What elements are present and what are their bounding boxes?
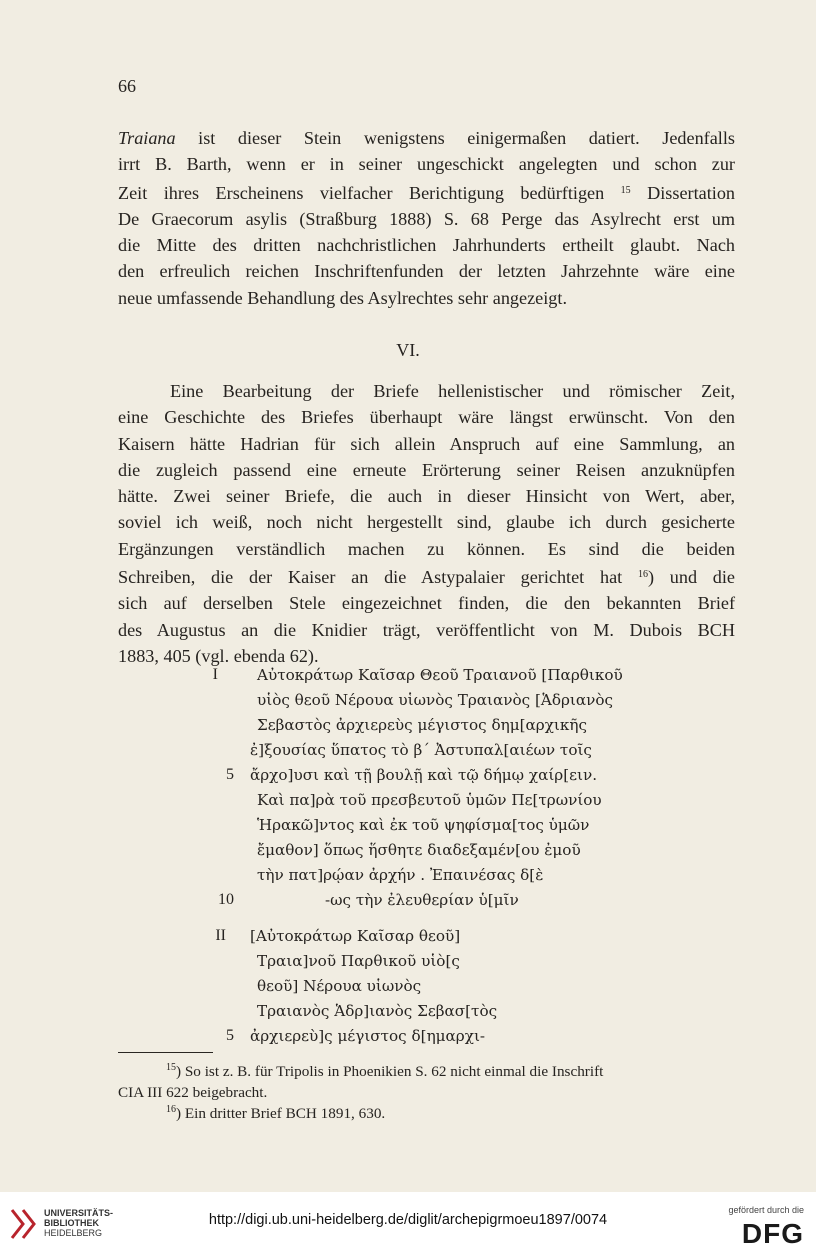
funded-by-text: gefördert durch die <box>728 1205 804 1215</box>
inscr1-linenum-5: 5 <box>226 766 234 783</box>
source-url-link[interactable]: http://digi.ub.uni-heidelberg.de/diglit/archepigrmoeu1897/0074 <box>208 1212 608 1228</box>
footnote-15-ref: 15 <box>166 1062 176 1073</box>
inscription-1-label: I <box>212 666 218 683</box>
para2-line-7: Ergänzungen verständlich machen zu können. Es sind die beiden <box>118 538 735 559</box>
library-name-line-2: BIBLIOTHEK <box>44 1218 99 1228</box>
library-name-line-1: UNIVERSITÄTS- <box>44 1208 114 1218</box>
digitization-footer <box>0 1192 816 1257</box>
para1-line-6: den erfreulich reichen Inschriftenfunden der letzten Jahrzehnte wäre eine <box>118 261 735 282</box>
inscr2-text-3: θεοῦ] Νέρουα υἱωνὸς <box>257 977 422 995</box>
para2-line-2: eine Geschichte des Briefes überhaupt wäre längst erwünscht. Von den <box>118 407 735 428</box>
footnote-16-mark: $^{16}$) <box>166 1104 185 1122</box>
inscr2-text-1: [Αὐτοκράτωρ Καῖσαρ θεοῦ] <box>250 927 461 945</box>
para2-line-8-text: Schreiben, die der Kaiser an die Astypalaier gerichtet hat <box>118 567 623 588</box>
para2-line-3: Kaisern hätte Hadrian für sich allein Anspruch auf eine Sammlung, an <box>118 433 735 454</box>
footnote-15 <box>118 1057 735 1103</box>
inscr2-text-2: Τραια]νοῦ Παρθικοῦ υἱὸ[ς <box>257 952 460 970</box>
footnote-15-line-2: CIA III 622 beigebracht. <box>118 1084 268 1101</box>
para2-line-5: hätte. Zwei seiner Briefe, die auch in dieser Hinsicht von Wert, aber, <box>118 486 735 507</box>
inscr1-text-1: Αὐτοκράτωρ Καῖσαρ Θεοῦ Τραιανοῦ [Παρθικοῦ <box>257 666 623 684</box>
para1-line-3-tail: Dissertation <box>630 182 736 203</box>
para1-line-7: neue umfassende Behandlung des Asylrechtes sehr angezeigt. <box>118 287 567 308</box>
inscr1-text-4: ἐ]ξουσίας ὕπατος τὸ β´ Ἀστυπαλ[αιέων τοῖς <box>250 741 592 759</box>
inscr2-text-5: ἀρχιερεὺ]ς μέγιστος δ[ημαρχι- <box>250 1027 486 1045</box>
inscr2-linenum-5: 5 <box>226 1027 234 1044</box>
para1-line-3 <box>118 178 735 206</box>
inscr2-text-4: Τραιανὸς Ἁδρ]ιανὸς Σεβασ[τὸς <box>257 1002 498 1020</box>
para1-line-2: irrt B. Barth, wenn er in seiner ungeschickt angelegten und schon zur <box>118 154 735 175</box>
italic-word: Traiana <box>118 128 176 148</box>
inscr1-text-10: -ως τὴν ἐλευθερίαν ὑ[μῖν <box>325 891 519 909</box>
paragraph-2 <box>118 378 735 669</box>
para2-line-11: 1883, 405 (vgl. ebenda 62). <box>118 645 319 666</box>
paragraph-1 <box>118 125 735 311</box>
para2-line-8-tail: ) und die <box>647 567 736 588</box>
inscription-2-label: II <box>215 927 226 944</box>
footnote-ref-16[interactable]: 16 <box>637 569 648 581</box>
dfg-logo: DFG <box>741 1218 804 1249</box>
page-number: 66 <box>118 76 136 96</box>
inscr1-text-7: Ἡρακῶ]ντος καὶ ἐκ τοῦ ψηφίσμα[τος ὑμῶν <box>257 816 590 834</box>
inscr1-text-9: τὴν πατ]ρῴαν ἀρχήν . Ἐπαινέσας δ[ὲ <box>257 866 544 884</box>
para2-line-10: des Augustus an die Knidier trägt, veröffentlicht von M. Dubois BCH <box>118 619 735 640</box>
para1-line-1 <box>118 125 735 151</box>
footnote-15-line-1: So ist z. B. für Tripolis in Phoenikien S. 62 nicht einmal die Inschrift <box>184 1063 604 1080</box>
footnote-rule <box>118 1052 213 1053</box>
inscr1-text-8: ἔμαθον] ὅπως ἥσθητε διαδεξαμέν[ου ἐμοῦ <box>257 841 581 859</box>
section-heading: VI. <box>396 340 420 360</box>
para1-line-1-text: Traiana ist dieser Stein wenigstens einigermaßen datiert. Jedenfalls <box>118 128 735 148</box>
footnote-ref-15[interactable]: 15 <box>620 184 631 196</box>
inscr1-text-5: ἄρχο]υσι καὶ τῇ βουλῇ καὶ τῷ δήμῳ χαίρ[ειν. <box>250 766 598 784</box>
inscr1-text-2: υἱὸς θεοῦ Νέρουα υἱωνὸς Τραιανὸς [Ἁδριανὸς <box>257 691 614 709</box>
inscr1-linenum-10: 10 <box>218 891 234 908</box>
inscr1-text-6: Καὶ πα]ρὰ τοῦ πρεσβευτοῦ ὑμῶν Πε[τρωνίου <box>257 791 602 809</box>
para2-line-4: die zugleich passend eine erneute Erörterung seiner Reisen anzuknüpfen <box>118 459 735 480</box>
footnote-16-ref: 16 <box>166 1104 176 1115</box>
para2-line-1: Eine Bearbeitung der Briefe hellenistischer und römischer Zeit, <box>170 381 735 401</box>
para1-line-3-text: Zeit ihres Erscheinens vielfacher Berichtigung bedürftigen <box>118 182 605 203</box>
footnote-15-mark: $^{15}$) <box>166 1062 185 1080</box>
para2-line-8 <box>118 562 735 590</box>
footnote-16-line-1: Ein dritter Brief BCH 1891, 630. <box>184 1105 386 1122</box>
footnote-16 <box>118 1099 735 1124</box>
inscr1-text-3: Σεβαστὸς ἀρχιερεὺς μέγιστος δημ[αρχικῆς <box>257 716 587 734</box>
para2-line-9: sich auf derselben Stele eingezeichnet finden, die den bekannten Brief <box>118 593 735 614</box>
para2-line-6: soviel ich weiß, noch nicht hergestellt sind, glaube ich durch gesicherte <box>118 512 735 533</box>
para1-line-4: De Graecorum asylis (Straßburg 1888) S. 68 Perge das Asylrecht erst um <box>118 208 735 229</box>
library-name-line-3: HEIDELBERG <box>44 1228 103 1238</box>
para1-line-5: die Mitte des dritten nachchristlichen Jahrhunderts ertheilt glaubt. Nach <box>118 235 735 256</box>
